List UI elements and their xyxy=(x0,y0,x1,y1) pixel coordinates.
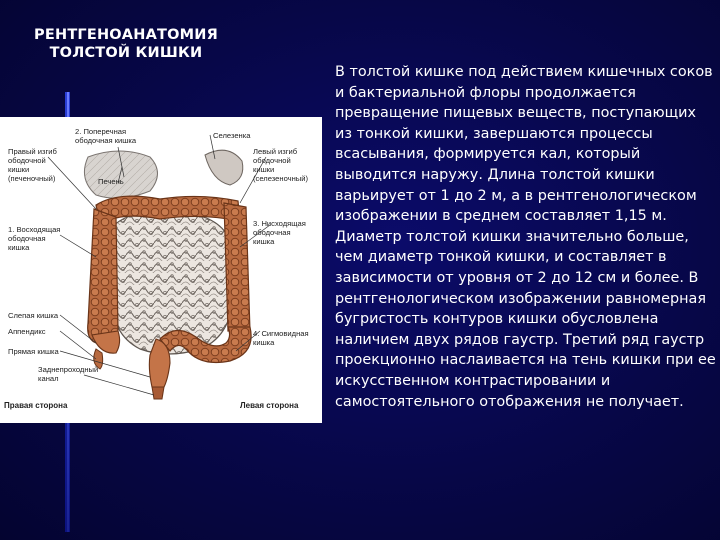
slide-title-line-2: ТОЛСТОЙ КИШКИ xyxy=(49,45,203,61)
label-transverse-colon: 2. Поперечная ободочная кишка xyxy=(75,127,137,145)
slide-title xyxy=(10,26,242,62)
spleen-shape xyxy=(205,150,243,185)
label-anal-canal: Заднепроходный канал xyxy=(38,365,99,383)
slide-title-line-1: РЕНТГЕНОАНАТОМИЯ xyxy=(34,27,218,43)
label-liver: Печень xyxy=(98,177,124,186)
label-cecum: Слепая кишка xyxy=(8,311,59,320)
label-right-side: Правая сторона xyxy=(4,401,68,410)
label-right-flexure: Правый изгиб ободочной кишки (печеночный) xyxy=(8,147,57,183)
descending-colon-shape xyxy=(224,203,250,331)
label-rectum: Прямая кишка xyxy=(8,347,59,356)
label-left-flexure: Левый изгиб ободочной кишки (селезеночный) xyxy=(253,147,309,183)
anal-canal-shape xyxy=(152,387,164,399)
label-ascending-colon: 1. Восходящая ободочная кишка xyxy=(8,225,61,252)
label-sigmoid-colon: 4. Сигмовидная кишка xyxy=(253,329,309,347)
liver-shape xyxy=(84,151,157,198)
colon-anatomy-figure xyxy=(0,117,322,423)
label-appendix: Аппендикс xyxy=(8,327,46,336)
slide-body-text: В толстой кишке под действием кишечных соков и бактериальной флоры продолжается превращение пищевых веществ, поступающих из тонкой кишки, завершаются процессы всасывания, формируется кал, который выводится наружу. Длина толстой кишки варьирует от 1 до 2 м, а в рентгенологическом изображении в среднем составляет 1,15 м. Диаметр толстой кишки значительно больше, чем диаметр тонкой кишки, и составляет в зависимости от уровня от 2 до 12 см и более. В рентгенологическом изображении равномерная бугристость контуров кишки обусловлена наличием двух рядов гаустр. Третий ряд гаустр проекционно наслаивается на тень кишки при ее искусственном контрастировании и самостоятельного отображения не получает. xyxy=(335,64,716,410)
label-spleen: Селезенка xyxy=(213,131,251,140)
ascending-colon-shape xyxy=(88,209,118,343)
label-left-side: Левая сторона xyxy=(240,401,299,410)
label-descending-colon: 3. Нисходящая ободочная кишка xyxy=(253,219,306,246)
